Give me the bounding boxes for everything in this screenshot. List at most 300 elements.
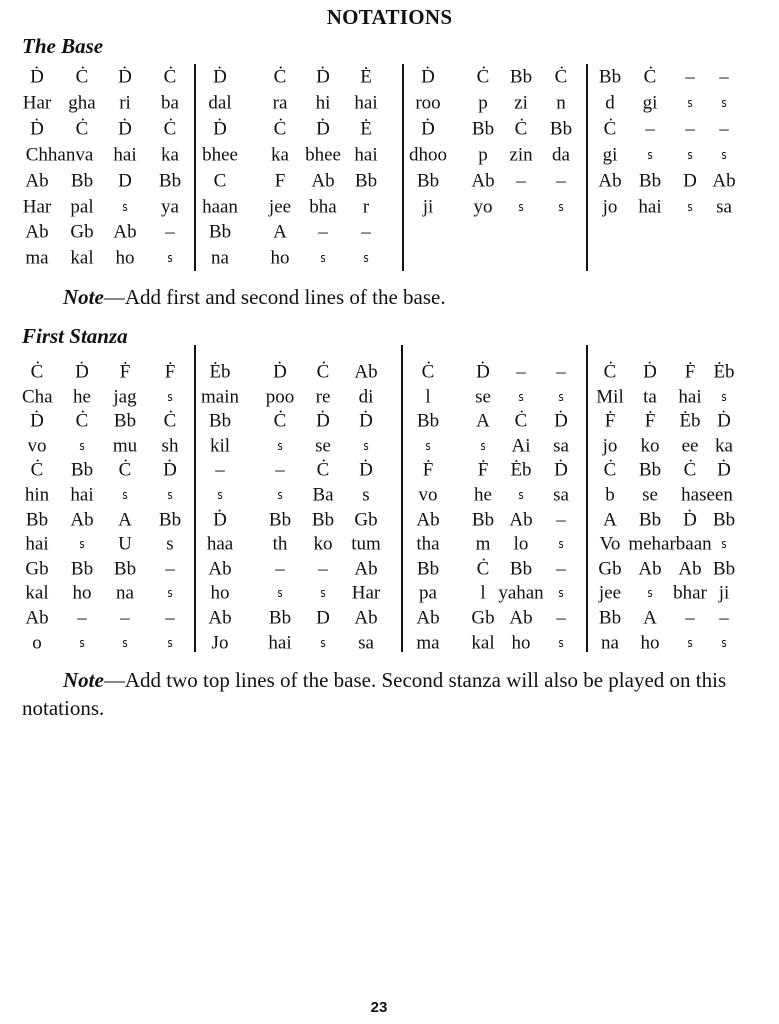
note-cell: Bb (113, 410, 137, 432)
lyric-cell: sa (358, 632, 374, 654)
note-cell: – (318, 558, 328, 580)
note-cell: – (719, 607, 729, 629)
note-cell: Ċ (514, 410, 528, 432)
lyric-cell: Ba (312, 484, 334, 506)
note-cell: Ċ (118, 459, 132, 481)
note-cell: D (118, 170, 132, 192)
note-cell: – (120, 607, 130, 629)
note-cell: Bb (311, 509, 335, 531)
lyric-cell: ho (511, 632, 531, 654)
note-cell: Ab (598, 170, 622, 192)
lyric-cell: na (116, 582, 134, 604)
note-cell: Bb (638, 459, 662, 481)
note-cell: – (516, 361, 526, 383)
lyric-cell: Har (22, 92, 52, 114)
note-cell: Ċ (75, 118, 89, 140)
lyric-cell: Jo (211, 632, 229, 654)
note-cell: D (316, 607, 330, 629)
note-cell: Bb (416, 410, 440, 432)
rest-mark (518, 201, 524, 213)
note-cell: – (719, 66, 729, 88)
lyric-cell: pa (419, 582, 437, 604)
note-cell: Ċ (75, 66, 89, 88)
note-cell: Ḋ (717, 459, 731, 481)
base-note (22, 283, 738, 311)
note-cell: Ḋ (118, 118, 132, 140)
lyric-cell: l (480, 582, 486, 604)
note-cell: Ḟ (644, 410, 656, 432)
note-cell: A (603, 509, 617, 531)
note-cell: Ḋ (30, 410, 44, 432)
lyric-cell: haa (206, 533, 234, 555)
note-cell: – (556, 361, 566, 383)
rest-mark (167, 637, 173, 649)
note-cell: Ḋ (213, 509, 227, 531)
note-cell: Bb (712, 509, 736, 531)
lyric-cell: ko (313, 533, 333, 555)
lyric-cell: hai (25, 533, 49, 555)
note-cell: Ḋ (118, 66, 132, 88)
lyric-cell: jo (602, 196, 618, 217)
note-cell: Bb (25, 509, 49, 531)
lyric-cell: na (211, 247, 229, 269)
note-cell: Ab (509, 509, 533, 531)
lyric-cell: poo (265, 386, 295, 408)
note-cell: A (118, 509, 132, 531)
note-cell: – (165, 607, 175, 629)
note-cell: F (274, 170, 286, 192)
lyric-cell: main (201, 386, 239, 408)
note-cell: Bb (416, 558, 440, 580)
rest-mark (558, 587, 564, 599)
measure-bar (586, 345, 588, 652)
lyric-cell: se (475, 386, 491, 408)
lyric-cell: zin (509, 144, 533, 166)
rest-mark (558, 538, 564, 550)
rest-mark (122, 637, 128, 649)
lyric-cell: pal (70, 196, 94, 217)
note-cell: Ḋ (163, 459, 177, 481)
lyric-cell: Har (22, 196, 52, 217)
lyric-cell: ra (272, 92, 288, 114)
lyric-cell: l (425, 386, 431, 408)
note-cell: Ḋ (359, 459, 373, 481)
lyric-cell: ba (161, 92, 179, 114)
note-cell: Ab (113, 221, 137, 243)
lyric-cell: bhee (202, 144, 238, 166)
lyric-cell: zi (514, 92, 528, 114)
note-cell: Ab (25, 170, 49, 192)
note-cell: Ḋ (273, 361, 287, 383)
lyric-cell: ho (72, 582, 92, 604)
rest-mark (320, 587, 326, 599)
lyric-cell: ka (161, 144, 179, 166)
rest-mark (79, 538, 85, 550)
note-cell: Ėb (510, 459, 532, 481)
lyric-cell: o (32, 632, 42, 654)
note-cell: Ab (354, 607, 378, 629)
note-cell: Ċ (683, 459, 697, 481)
note-cell: Ḟ (604, 410, 616, 432)
note-cell: Ċ (316, 361, 330, 383)
lyric-cell: tum (351, 533, 381, 555)
note-cell: Ḋ (316, 410, 330, 432)
note-cell: Bb (70, 459, 94, 481)
lyric-cell: kil (209, 435, 231, 457)
lyric-cell: Vo (599, 533, 621, 555)
note-cell: Bb (158, 509, 182, 531)
lyric-cell: vo (418, 484, 438, 506)
lyric-cell: ee (681, 435, 699, 457)
rest-mark (277, 587, 283, 599)
lyric-cell: Har (351, 582, 381, 604)
note-cell: Bb (113, 558, 137, 580)
note-cell: Ḟ (164, 361, 176, 383)
note-cell: Ab (712, 170, 736, 192)
note-cell: Bb (354, 170, 378, 192)
note-cell: Ḋ (683, 509, 697, 531)
rest-mark (721, 391, 727, 403)
base-heading: The Base (22, 34, 104, 58)
note-cell: Ab (678, 558, 702, 580)
first-stanza-heading: First Stanza (22, 324, 128, 348)
note-cell: Gb (25, 558, 49, 580)
note-cell: – (556, 170, 566, 192)
note-cell: Ab (416, 607, 440, 629)
note-cell: – (77, 607, 87, 629)
rest-mark (558, 391, 564, 403)
lyric-cell: ka (271, 144, 289, 166)
lyric-cell: hai (113, 144, 137, 166)
measure-bar (194, 345, 196, 652)
note-cell: Ċ (30, 361, 44, 383)
lyric-cell: hai (354, 144, 378, 166)
note-cell: Ċ (273, 118, 287, 140)
lyric-cell: meharbaan (628, 533, 712, 555)
rest-mark (687, 201, 693, 213)
note-cell: – (318, 221, 328, 243)
note-cell: Ė (360, 66, 372, 88)
rest-mark (647, 149, 653, 161)
note-cell: Bb (549, 118, 573, 140)
lyric-cell: ho (270, 247, 290, 269)
note-cell: Ḋ (717, 410, 731, 432)
lyric-cell: ho (640, 632, 660, 654)
stanza-note (22, 666, 738, 722)
lyric-cell: ka (715, 435, 733, 457)
note-cell: Ab (25, 607, 49, 629)
note-cell: – (165, 558, 175, 580)
note-cell: – (275, 459, 285, 481)
note-cell: Ėb (713, 361, 735, 383)
lyric-cell: jo (602, 435, 618, 457)
lyric-cell: Ai (511, 435, 531, 457)
note-cell: Ċ (476, 558, 490, 580)
lyric-cell: dal (208, 92, 232, 114)
rest-mark (721, 97, 727, 109)
note-cell: Bb (416, 170, 440, 192)
lyric-cell: jee (598, 582, 622, 604)
note-cell: – (685, 118, 695, 140)
note-cell: Ḋ (421, 66, 435, 88)
lyric-cell: di (358, 386, 374, 408)
note-cell: Gb (598, 558, 622, 580)
note-cell: Ċ (30, 459, 44, 481)
lyric-cell: U (118, 533, 132, 555)
note-cell: Ċ (75, 410, 89, 432)
note-cell: – (556, 509, 566, 531)
lyric-cell: jee (268, 196, 292, 217)
note-cell: Bb (509, 66, 533, 88)
lyric-cell: re (315, 386, 331, 408)
note-cell: Ḋ (316, 66, 330, 88)
note-cell: Ḋ (213, 66, 227, 88)
note-cell: Ab (416, 509, 440, 531)
note-cell: Ċ (554, 66, 568, 88)
rest-mark (480, 440, 486, 452)
note-cell: Ḋ (476, 361, 490, 383)
lyric-cell: se (315, 435, 331, 457)
lyric-cell: hai (70, 484, 94, 506)
note-cell: Bb (70, 558, 94, 580)
note-cell: – (215, 459, 225, 481)
note-cell: Ḋ (30, 118, 44, 140)
note-cell: Bb (712, 558, 736, 580)
note-cell: Ab (311, 170, 335, 192)
lyric-cell: hi (315, 92, 331, 114)
note-cell: – (165, 221, 175, 243)
lyric-cell: yo (473, 196, 493, 217)
note-cell: Ḋ (213, 118, 227, 140)
note-cell: Ḋ (421, 118, 435, 140)
lyric-cell: s (166, 533, 174, 555)
lyric-cell: bhar (673, 582, 707, 604)
note-cell: Ḋ (359, 410, 373, 432)
lyric-cell: p (478, 144, 488, 166)
lyric-cell: gha (68, 92, 96, 114)
rest-mark (721, 538, 727, 550)
note-label: Note (63, 285, 104, 309)
lyric-cell: ma (25, 247, 49, 269)
rest-mark (687, 637, 693, 649)
rest-mark (687, 97, 693, 109)
note-cell: Bb (268, 509, 292, 531)
note-cell: Bb (598, 66, 622, 88)
rest-mark (167, 587, 173, 599)
lyric-cell: Cha (21, 386, 53, 408)
note-cell: Ḋ (30, 66, 44, 88)
lyric-cell: sa (553, 484, 569, 506)
page-title: NOTATIONS (326, 5, 453, 29)
note-cell: Ċ (643, 66, 657, 88)
note-cell: – (685, 66, 695, 88)
lyric-cell: hai (268, 632, 292, 654)
lyric-cell: sa (553, 435, 569, 457)
note-cell: Ḋ (316, 118, 330, 140)
rest-mark (721, 637, 727, 649)
lyric-cell: he (73, 386, 91, 408)
lyric-cell: yahan (498, 582, 544, 604)
note-cell: Ḟ (422, 459, 434, 481)
note-cell: Gb (70, 221, 94, 243)
lyric-cell: ho (210, 582, 230, 604)
lyric-cell: se (642, 484, 658, 506)
lyric-cell: he (474, 484, 492, 506)
lyric-cell: kal (25, 582, 49, 604)
note-cell: Ab (25, 221, 49, 243)
rest-mark (79, 440, 85, 452)
rest-mark (425, 440, 431, 452)
lyric-cell: ri (119, 92, 131, 114)
lyric-cell: kal (471, 632, 495, 654)
note-cell: Bb (208, 221, 232, 243)
note-cell: Ḋ (554, 459, 568, 481)
note-text: —Add two top lines of the base. Second stanza will also be played on this notations. (22, 668, 727, 720)
page-number: 23 (370, 999, 388, 1016)
note-cell: Ċ (603, 459, 617, 481)
note-cell: Ċ (514, 118, 528, 140)
measure-bar (586, 64, 588, 271)
note-cell: Ḟ (684, 361, 696, 383)
rest-mark (167, 489, 173, 501)
lyric-cell: hai (638, 196, 662, 217)
lyric-cell: ji (422, 196, 434, 217)
lyric-cell: kal (70, 247, 94, 269)
lyric-cell: ho (115, 247, 135, 269)
rest-mark (558, 201, 564, 213)
rest-mark (320, 252, 326, 264)
measure-bar (401, 345, 403, 652)
lyric-cell: tha (416, 533, 440, 555)
rest-mark (167, 252, 173, 264)
rest-mark (687, 149, 693, 161)
note-cell: Ḟ (477, 459, 489, 481)
note-cell: Bb (70, 170, 94, 192)
lyric-cell: hai (678, 386, 702, 408)
note-cell: C (213, 170, 227, 192)
rest-mark (647, 587, 653, 599)
note-cell: – (361, 221, 371, 243)
note-cell: Ḟ (119, 361, 131, 383)
note-cell: Ḋ (643, 361, 657, 383)
lyric-cell: bhee (305, 144, 341, 166)
note-label: Note (63, 668, 104, 692)
lyric-cell: b (605, 484, 615, 506)
note-cell: Ḋ (75, 361, 89, 383)
measure-bar (402, 64, 404, 271)
note-cell: Ė (360, 118, 372, 140)
lyric-cell: lo (513, 533, 529, 555)
note-cell: – (685, 607, 695, 629)
note-cell: – (556, 607, 566, 629)
lyric-cell: da (552, 144, 570, 166)
note-cell: Bb (598, 607, 622, 629)
note-cell: Bb (509, 558, 533, 580)
lyric-cell: haseen (681, 484, 733, 506)
note-cell: Ėb (209, 361, 231, 383)
note-cell: Ċ (163, 410, 177, 432)
note-cell: Ċ (273, 410, 287, 432)
rest-mark (363, 252, 369, 264)
lyric-cell: mu (112, 435, 138, 457)
lyric-cell: dhoo (409, 144, 447, 166)
note-cell: Gb (471, 607, 495, 629)
lyric-cell: sa (716, 196, 732, 217)
lyric-cell: ji (718, 582, 730, 604)
rest-mark (518, 489, 524, 501)
note-cell: Ċ (273, 66, 287, 88)
rest-mark (167, 391, 173, 403)
note-cell: Ab (208, 607, 232, 629)
rest-mark (122, 489, 128, 501)
note-cell: Bb (471, 509, 495, 531)
lyric-cell: sh (161, 435, 179, 457)
rest-mark (277, 440, 283, 452)
note-cell: Ċ (163, 66, 177, 88)
measure-bar (194, 64, 196, 271)
rest-mark (721, 149, 727, 161)
lyric-cell: hai (354, 92, 378, 114)
lyric-cell: ya (161, 196, 179, 217)
lyric-cell: ko (640, 435, 660, 457)
lyric-cell: jag (113, 386, 137, 408)
note-cell: Ċ (603, 361, 617, 383)
lyric-cell: m (475, 533, 491, 555)
note-cell: Ab (509, 607, 533, 629)
lyric-cell: Mil (596, 386, 624, 408)
lyric-cell: na (601, 632, 619, 654)
note-cell: Ab (638, 558, 662, 580)
lyric-cell: Chhanva (25, 144, 94, 166)
note-cell: Bb (638, 170, 662, 192)
note-cell: Ċ (476, 66, 490, 88)
rest-mark (363, 440, 369, 452)
note-cell: Ėb (679, 410, 701, 432)
note-cell: – (556, 558, 566, 580)
note-cell: – (516, 170, 526, 192)
lyric-cell: haan (202, 196, 238, 217)
note-cell: A (476, 410, 490, 432)
note-cell: – (645, 118, 655, 140)
note-cell: Ċ (163, 118, 177, 140)
note-cell: – (719, 118, 729, 140)
note-cell: Bb (268, 607, 292, 629)
lyric-cell: hin (24, 484, 50, 506)
lyric-cell: ma (416, 632, 440, 654)
note-cell: A (643, 607, 657, 629)
lyric-cell: roo (415, 92, 441, 114)
note-cell: Ab (354, 361, 378, 383)
note-cell: A (273, 221, 287, 243)
note-cell: Ċ (421, 361, 435, 383)
lyric-cell: s (362, 484, 370, 506)
rest-mark (277, 489, 283, 501)
lyric-cell: r (362, 196, 370, 217)
note-cell: Ċ (603, 118, 617, 140)
rest-mark (217, 489, 223, 501)
lyric-cell: gi (602, 144, 618, 166)
note-cell: Gb (354, 509, 378, 531)
note-cell: Bb (208, 410, 232, 432)
note-cell: Ab (471, 170, 495, 192)
note-cell: Ab (70, 509, 94, 531)
note-cell: – (275, 558, 285, 580)
note-text: —Add first and second lines of the base. (103, 285, 446, 309)
note-cell: Bb (638, 509, 662, 531)
lyric-cell: vo (27, 435, 47, 457)
lyric-cell: ta (643, 386, 657, 408)
rest-mark (320, 637, 326, 649)
